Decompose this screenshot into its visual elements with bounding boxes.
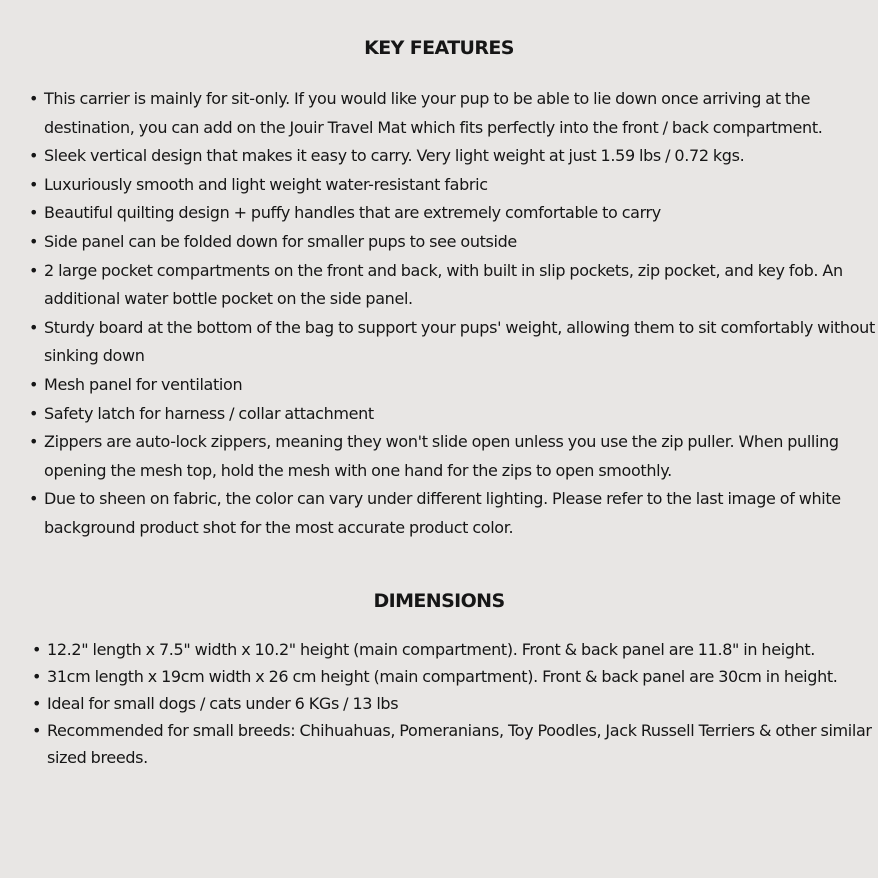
list-item: • Sleek vertical design that makes it easy to carry. Very light weight at just 1.59 lbs / 0.72 kgs. — [29, 142, 878, 171]
list-item: • This carrier is mainly for sit-only. If you would like your pup to be able to lie down once arriving at the destination, you can add on the Jouir Travel Mat which fits perfectly into the front / back compartment. — [29, 85, 878, 142]
list-item: • 2 large pocket compartments on the front and back, with built in slip pockets, zip pocket, and key fob. An additional water bottle pocket on the side panel. — [29, 257, 878, 314]
list-item: • 12.2" length x 7.5" width x 10.2" height (main compartment). Front & back panel are 11.8" in height. — [32, 636, 878, 663]
dimensions-title: DIMENSIONS — [373, 590, 505, 612]
list-item: • Side panel can be folded down for smaller pups to see outside — [29, 228, 878, 257]
list-item: • Recommended for small breeds: Chihuahuas, Pomeranians, Toy Poodles, Jack Russell Terriers & other similar sized breeds. — [32, 717, 878, 771]
list-item: • Beautiful quilting design + puffy handles that are extremely comfortable to carry — [29, 199, 878, 228]
key-features-list — [29, 85, 878, 543]
list-item: • Luxuriously smooth and light weight water-resistant fabric — [29, 171, 878, 200]
list-item: • Ideal for small dogs / cats under 6 KGs / 13 lbs — [32, 690, 878, 717]
list-item: • Zippers are auto-lock zippers, meaning they won't slide open unless you use the zip puller. When pulling opening the mesh top, hold the mesh with one hand for the zips to open smoothly. — [29, 428, 878, 485]
list-item: • 31cm length x 19cm width x 26 cm height (main compartment). Front & back panel are 30cm in height. — [32, 663, 878, 690]
dimensions-list — [32, 636, 878, 771]
list-item: • Mesh panel for ventilation — [29, 371, 878, 400]
key-features-title: KEY FEATURES — [364, 37, 514, 59]
list-item: • Safety latch for harness / collar attachment — [29, 400, 878, 429]
list-item: • Due to sheen on fabric, the color can vary under different lighting. Please refer to the last image of white background product shot for the most accurate product color. — [29, 485, 878, 542]
list-item: • Sturdy board at the bottom of the bag to support your pups' weight, allowing them to sit comfortably without sinking down — [29, 314, 878, 371]
